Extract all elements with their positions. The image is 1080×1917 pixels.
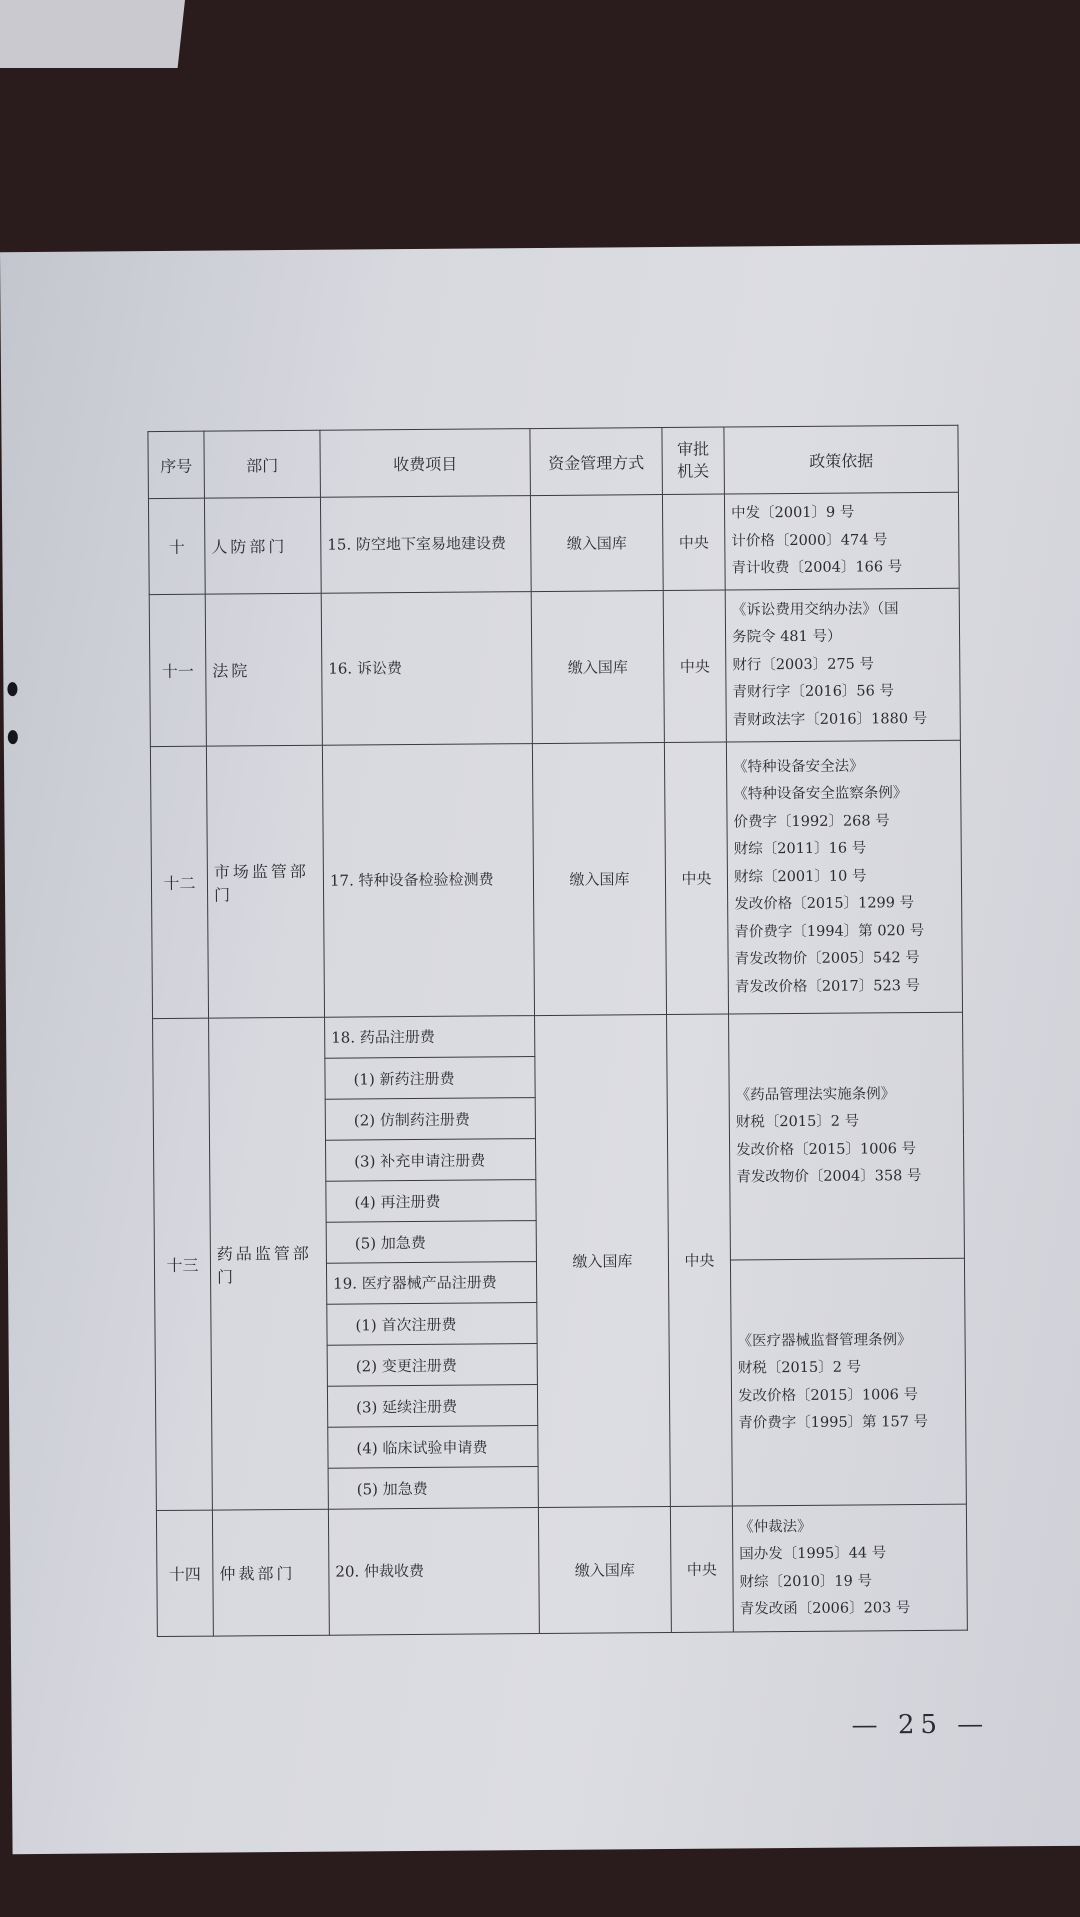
row-fund: 缴入国库 <box>532 743 666 1016</box>
row-authority: 中央 <box>667 1014 733 1506</box>
header-item: 收费项目 <box>320 429 531 498</box>
row-seq: 十二 <box>150 746 208 1018</box>
row-dept: 仲裁部门 <box>212 1509 329 1636</box>
row-item: 20. 仲裁收费 <box>328 1508 539 1636</box>
policy-line: 《特种设备安全监察条例》 <box>733 785 908 803</box>
policy-line: 青发改价格〔2017〕523 号 <box>734 977 921 996</box>
row-policy <box>725 588 960 742</box>
row-dept: 药品监管部门 <box>209 1017 329 1510</box>
row-policy <box>724 492 959 590</box>
table-row <box>153 1012 963 1059</box>
row-item-title: 19. 医疗器械产品注册费 <box>326 1262 536 1305</box>
row-seq: 十四 <box>156 1510 213 1636</box>
policy-line: 财行〔2003〕275 号 <box>732 656 875 674</box>
background-paper-corner <box>0 0 185 68</box>
policy-line: 青计收费〔2004〕166 号 <box>731 559 903 577</box>
policy-line: 青发改函〔2006〕203 号 <box>739 1600 911 1618</box>
row-policy <box>732 1504 967 1632</box>
policy-line: 国办发〔1995〕44 号 <box>739 1545 887 1563</box>
sub-item: (1) 新药注册费 <box>325 1057 535 1100</box>
policy-line: 发改价格〔2015〕1006 号 <box>737 1386 919 1404</box>
fee-table <box>147 425 967 1637</box>
sub-item: (2) 变更注册费 <box>327 1344 537 1387</box>
row-seq: 十 <box>148 498 205 594</box>
sub-item: (4) 临床试验申请费 <box>328 1426 538 1469</box>
row-authority: 中央 <box>670 1506 733 1632</box>
policy-line: 《诉讼费用交纳办法》（国 <box>731 600 899 619</box>
row-seq: 十三 <box>153 1018 213 1510</box>
policy-line: 发改价格〔2015〕1006 号 <box>736 1140 917 1158</box>
row-fund: 缴入国库 <box>530 495 663 592</box>
row-fund: 缴入国库 <box>531 591 664 744</box>
policy-line: 财税〔2015〕2 号 <box>737 1359 862 1377</box>
sub-item: (1) 首次注册费 <box>327 1303 537 1346</box>
sub-item: (3) 延续注册费 <box>327 1385 537 1428</box>
policy-line: 财综〔2010〕19 号 <box>739 1572 873 1590</box>
policy-line: 财税〔2015〕2 号 <box>735 1113 860 1131</box>
policy-line: 青发改物价〔2005〕542 号 <box>734 950 920 968</box>
table-row <box>149 588 960 746</box>
policy-line: 青发改物价〔2004〕358 号 <box>736 1168 922 1186</box>
policy-line: 《医疗器械监督管理条例》 <box>737 1331 912 1349</box>
header-dept: 部门 <box>204 430 321 498</box>
header-fund: 资金管理方式 <box>530 428 663 496</box>
policy-line: 发改价格〔2015〕1299 号 <box>734 895 915 913</box>
policy-line: 青价费字〔1995〕第 157 号 <box>738 1413 929 1432</box>
binding-hole <box>7 682 17 696</box>
policy-line: 《仲裁法》 <box>738 1518 812 1535</box>
row-seq: 十一 <box>149 594 206 746</box>
row-dept: 市场监管部门 <box>206 745 324 1018</box>
header-seq: 序号 <box>148 431 205 498</box>
policy-line: 《特种设备安全法》 <box>733 758 864 776</box>
row-dept: 人防部门 <box>204 497 321 594</box>
row-item-title: 18. 药品注册费 <box>325 1016 535 1059</box>
row-authority: 中央 <box>663 590 726 742</box>
page-number: — 25 — <box>851 1709 990 1741</box>
table-row <box>148 492 959 594</box>
table-header-row <box>148 425 959 498</box>
policy-line: 《药品管理法实施条例》 <box>735 1085 896 1103</box>
table-row <box>156 1504 967 1636</box>
sub-item: (5) 加急费 <box>328 1467 538 1510</box>
policy-line: 计价格〔2000〕474 号 <box>731 532 888 550</box>
sub-item: (5) 加急费 <box>326 1221 536 1264</box>
header-authority: 审批 机关 <box>662 427 725 494</box>
row-fund: 缴入国库 <box>535 1015 671 1508</box>
policy-line: 价费字〔1992〕268 号 <box>733 813 890 831</box>
row-policy <box>730 1258 966 1506</box>
binding-hole <box>8 730 18 744</box>
sub-item: (4) 再注册费 <box>326 1180 536 1223</box>
row-fund: 缴入国库 <box>538 1507 671 1634</box>
row-item: 16. 诉讼费 <box>321 592 532 746</box>
table-row <box>150 740 962 1018</box>
row-item: 17. 特种设备检验检测费 <box>322 744 534 1018</box>
row-policy <box>729 1012 965 1260</box>
row-item: 15. 防空地下室易地建设费 <box>320 496 531 594</box>
policy-line: 中发〔2001〕9 号 <box>731 504 855 522</box>
row-authority: 中央 <box>662 494 725 590</box>
policy-line: 青财政法字〔2016〕1880 号 <box>732 710 928 729</box>
policy-line: 青价费字〔1994〕第 020 号 <box>734 922 925 941</box>
policy-line: 务院令 481 号） <box>732 628 842 646</box>
policy-line: 财综〔2011〕16 号 <box>733 840 867 858</box>
sub-item: (3) 补充申请注册费 <box>326 1139 536 1182</box>
row-authority: 中央 <box>664 742 728 1014</box>
document-page <box>0 244 1080 1854</box>
header-policy: 政策依据 <box>724 425 959 494</box>
policy-line: 青财行字〔2016〕56 号 <box>732 683 895 701</box>
sub-item: (2) 仿制药注册费 <box>325 1098 535 1141</box>
policy-line: 财综〔2001〕10 号 <box>733 868 867 886</box>
row-policy <box>726 740 962 1014</box>
row-dept: 法院 <box>205 593 322 746</box>
